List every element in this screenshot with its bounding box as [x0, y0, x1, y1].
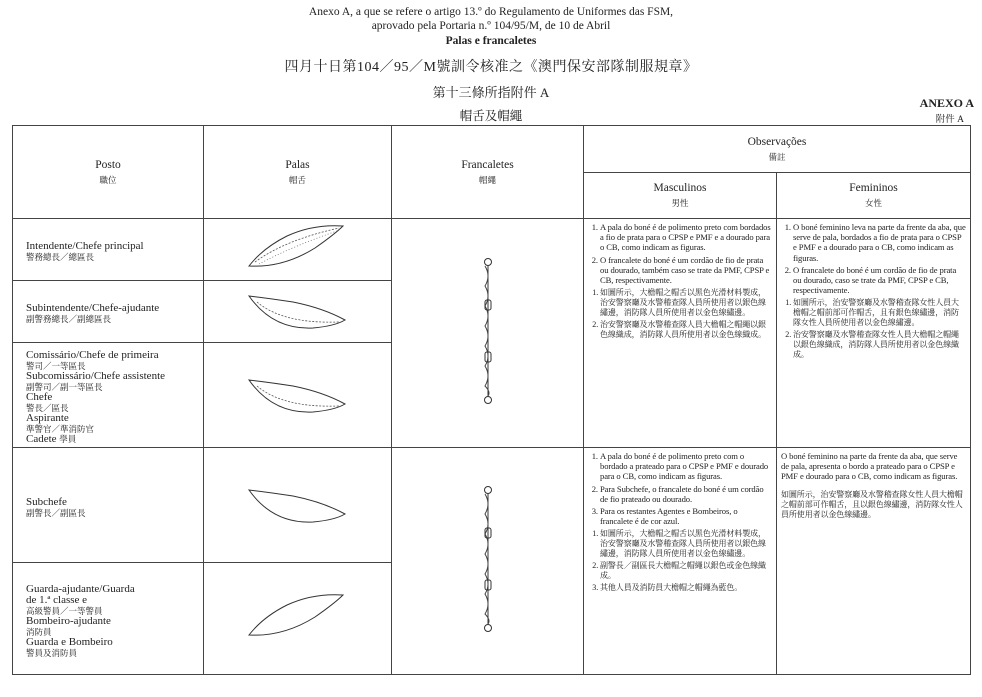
pala-embroidered-icon	[243, 368, 353, 418]
obs-item-cn: 1. 如圖所示，大檐帽之帽舌以黑色光滑材料製成，治安警察廳及水警稽查隊人員所使用者以銀色線繡邊，消防隊人員所使用者以金色線繡邊。	[600, 288, 772, 318]
rank-label: de 1.ª classe e	[26, 593, 88, 606]
rank-label: Subcomissário/Chefe assistente	[26, 369, 166, 382]
rank-label-cn: 副警長／副區長	[26, 507, 86, 518]
pala-plain-icon	[243, 478, 353, 528]
header-cn-line-2: 第十三條所指附件 A	[432, 85, 550, 100]
rank-label-cn: 高級警員／一等警員	[26, 605, 103, 616]
obs-masc-group1	[584, 219, 777, 448]
obs-item-cn: 2. 治安警察廳及水警稽查隊女性人員大檐帽之帽繩以銀色線織成，消防隊人員所使用者以金色線織成。	[793, 330, 966, 360]
rank-label-cn: 警務總長／總區長	[26, 252, 95, 262]
header-palas-cn: 帽舌	[288, 174, 306, 185]
header-observacoes	[584, 126, 971, 173]
pala-cell	[204, 219, 392, 281]
obs-item: 1. A pala do boné é de polimento preto com o bordado a prateado para o CPSP e PMF e dourado para o CB, como indicam as figuras.	[600, 451, 772, 482]
obs-item-cn: 1. 如圖所示，治安警察廳及水警稽查隊女性人員大檐帽之帽前部可作帽舌，且有銀色線繡邊，消防隊女性人員所使用者以金色線繡邊。	[793, 298, 966, 328]
header-francaletes-cn: 帽繩	[478, 174, 496, 185]
rank-subchefe	[13, 448, 204, 563]
header-palas	[204, 126, 392, 219]
rank-comissario-group	[13, 343, 204, 448]
rank-label: Chefe	[26, 390, 53, 403]
obs-text: O boné feminino na parte da frente da aba, que serve de pala, apresenta o bordo a prateado para o CPSP e PMF e dourado para o CB, como indicam as figuras.	[781, 451, 958, 482]
rank-label: Aspirante	[26, 411, 69, 424]
header-francaletes	[392, 126, 584, 219]
rank-label-cn: 消防員	[26, 626, 52, 637]
obs-item: 2. Para Subchefe, o francalete do boné é um cordão de fio prateado ou dourado.	[600, 484, 772, 504]
rank-subintendente	[13, 281, 204, 343]
pala-cell	[204, 281, 392, 343]
annex-label: ANEXO A	[919, 96, 974, 110]
header-line-2: aprovado pela Portaria n.º 104/95/M, de 10 de Abril	[371, 20, 611, 32]
header-obs-cn: 備註	[768, 151, 786, 162]
obs-item: 3. Para os restantes Agentes e Bombeiros, o francalete é de cor azul.	[600, 506, 772, 526]
header-cn-line-1: 四月十日第104／95／M號訓令核准之《澳門保安部隊制服規章》	[284, 60, 698, 75]
obs-item-cn: 2. 副警長／副區長大檐帽之帽繩以銀色或金色線織成。	[600, 561, 772, 581]
rank-label-cn: 副警務總長／副總區長	[26, 314, 112, 324]
obs-fem-group1	[777, 219, 971, 448]
header-palas-label: Palas	[285, 158, 310, 171]
obs-item: 2. O francalete do boné é um cordão de fio de prata ou dourado, também caso se trate da PMF, CPSP e CB, respectivamente.	[600, 255, 772, 286]
obs-item: 1. A pala do boné é de polimento preto com bordados a fio de prata para o CPSP e PMF e a dourado para o CB, como indicam as figuras.	[600, 222, 772, 253]
francalete-blue-icon	[478, 484, 498, 634]
pala-cell	[204, 563, 392, 675]
pala-embroidered-icon	[243, 222, 353, 272]
pala-embroidered-icon	[243, 284, 353, 334]
rank-label-cn: 警員及消防員	[26, 647, 78, 658]
obs-fem-group2	[777, 448, 971, 675]
header-fem-label: Femininos	[849, 182, 898, 194]
obs-item-cn: 3. 其他人員及消防員大檐帽之帽繩為藍色。	[600, 583, 772, 593]
header-francaletes-label: Francaletes	[461, 158, 514, 171]
francalete-silver-icon	[478, 256, 498, 406]
obs-item-cn: 1. 如圖所示，大檐帽之帽舌以黑色光滑材料製成，治安警察廳及水警稽查隊人員所使用者以銀色線繡邊，消防隊人員所使用者以金色線繡邊。	[600, 529, 772, 559]
obs-masc-group2	[584, 448, 777, 675]
pala-plain-icon	[243, 591, 353, 641]
rank-label-cn: 警長／區長	[26, 402, 69, 413]
obs-item: 1. O boné feminino leva na parte da frente da aba, que serve de pala, bordados a fio de prata para o CPSP e PMF e a dourado para o CB, como indicam as figuras.	[793, 222, 966, 263]
pala-cell	[204, 343, 392, 448]
obs-text-cn: 如圖所示，治安警察廳及水警稽查隊女性人員大檐帽之帽前部可作帽舌，且以銀色線繡邊，消防隊女性人員所使用者以金色線繡邊。	[781, 489, 963, 519]
rank-label-cn: 準警官／準消防官	[26, 423, 95, 434]
rank-intendente	[13, 219, 204, 281]
header-femininos	[777, 173, 971, 219]
rank-label: Cadete 學員	[26, 432, 77, 445]
header-title: Palas e francaletes	[445, 35, 537, 47]
francalete-cell	[392, 219, 584, 448]
header-masc-label: Masculinos	[653, 182, 707, 194]
rank-label: Bombeiro-ajudante	[26, 614, 111, 627]
rank-guarda-group	[13, 563, 204, 675]
pala-cell	[204, 448, 392, 563]
rank-label-cn: 副警司／副一等區長	[26, 381, 103, 392]
header-fem-cn: 女性	[865, 198, 883, 208]
rank-label: Subchefe	[26, 495, 67, 508]
rank-label-cn: 警司／一等區長	[26, 360, 86, 371]
obs-item-cn: 2. 治安警察廳及水警稽查隊人員大檐帽之帽繩以銀色線織成，消防隊人員所使用者以金色線織成。	[600, 320, 772, 340]
rank-label: Comissário/Chefe de primeira	[26, 348, 159, 361]
header-posto-label: Posto	[95, 158, 121, 171]
rank-label: Subintendente/Chefe-ajudante	[26, 302, 160, 314]
header-line-1: Anexo A, a que se refere o artigo 13.º do Regulamento de Uniformes das FSM,	[308, 6, 674, 18]
rank-label: Intendente/Chefe principal	[26, 240, 144, 252]
header-masculinos	[584, 173, 777, 219]
header-posto-cn: 職位	[99, 174, 117, 185]
obs-item: 2. O francalete do boné é um cordão de fio de prata ou dourado, caso se trate da PMF, CPSP e CB, respectivamente.	[793, 265, 966, 296]
rank-label: Guarda e Bombeiro	[26, 635, 113, 648]
header-posto	[13, 126, 204, 219]
header-cn-title: 帽舌及帽繩	[459, 109, 523, 123]
annex-label-cn: 附件 A	[935, 115, 964, 125]
header-masc-cn: 男性	[671, 198, 689, 208]
rank-label: Guarda-ajudante/Guarda	[26, 582, 135, 595]
header-obs-label: Observações	[747, 135, 807, 148]
francalete-cell	[392, 448, 584, 675]
uniform-table	[12, 125, 971, 675]
